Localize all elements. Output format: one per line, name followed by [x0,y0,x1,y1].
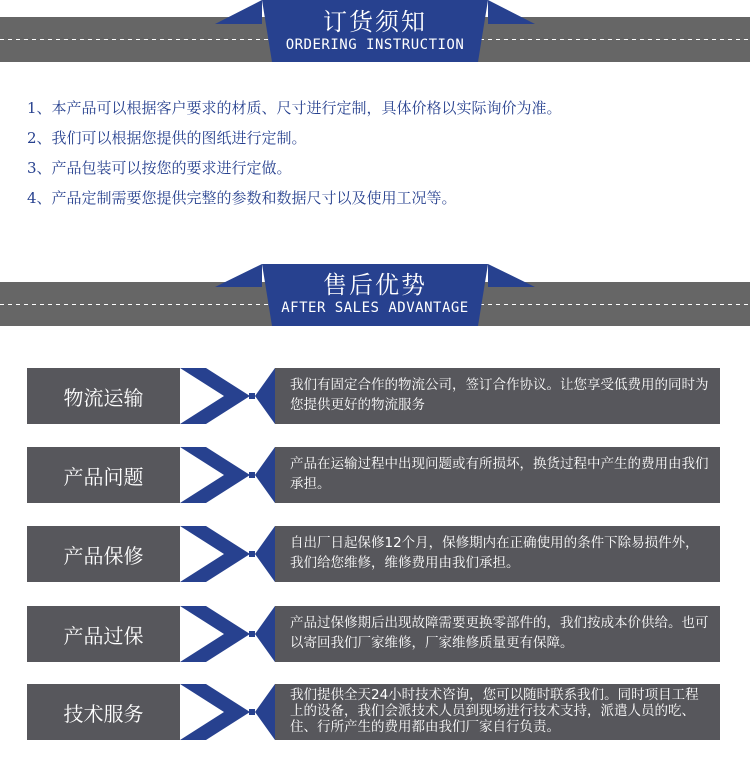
connector-arrow-icon [180,447,275,503]
ordering-title-en: ORDERING INSTRUCTION [285,37,465,53]
service-description: 自出厂日起保修12个月，保修期内在正确使用的条件下除易损件外，我们给您维修，维修费用由我们承担。 [290,535,699,571]
service-description: 产品在运输过程中出现问题或有所损坏，换货过程中产生的费用由我们承担。 [290,456,709,492]
service-label: 产品保修 [27,526,180,582]
service-row-product-issue [27,447,720,503]
connector-arrow-icon [180,606,275,662]
service-label: 技术服务 [27,684,180,740]
service-row-warranty [27,526,720,582]
connector-arrow-icon [180,684,275,740]
service-description: 我们有固定合作的物流公司，签订合作协议。让您享受低费用的同时为您提供更好的物流服务 [290,377,709,413]
connector-arrow-icon [180,368,275,424]
service-label: 物流运输 [27,368,180,424]
ordering-banner [0,0,750,66]
service-description-panel [275,368,720,424]
service-description-panel [275,526,720,582]
service-label: 产品问题 [27,447,180,503]
after-sales-title-cn: 售后优势 [323,271,427,299]
service-label: 产品过保 [27,606,180,662]
ordering-title-cn: 订货须知 [323,8,427,36]
service-description-panel [275,606,720,662]
service-description-panel [275,447,720,503]
ordering-instruction-list [27,98,562,218]
service-description: 产品过保修期后出现故障需要更换零部件的，我们按成本价供给。也可以寄回我们厂家维修，厂家维修质量更有保障。 [290,615,709,651]
connector-arrow-icon [180,526,275,582]
instruction-item: 4、产品定制需要您提供完整的参数和数据尺寸以及使用工况等。 [27,189,457,207]
service-description-panel [275,684,720,740]
service-row-logistics [27,368,720,424]
service-row-tech-support [27,684,720,740]
instruction-item: 3、产品包装可以按您的要求进行定做。 [27,159,292,177]
instruction-item: 2、我们可以根据您提供的图纸进行定制。 [27,129,307,147]
instruction-item: 1、本产品可以根据客户要求的材质、尺寸进行定制，具体价格以实际询价为准。 [27,99,562,117]
after-sales-banner [0,262,750,328]
service-row-out-of-warranty [27,606,720,662]
service-description: 我们提供全天24小时技术咨询，您可以随时联系我们。同时项目工程上的设备，我们会派技术人员到现场进行技术支持，派遣人员的吃、住、行所产生的费用都由我们厂家自行负责。 [290,687,699,735]
after-sales-title-en: AFTER SALES ADVANTAGE [281,300,469,316]
